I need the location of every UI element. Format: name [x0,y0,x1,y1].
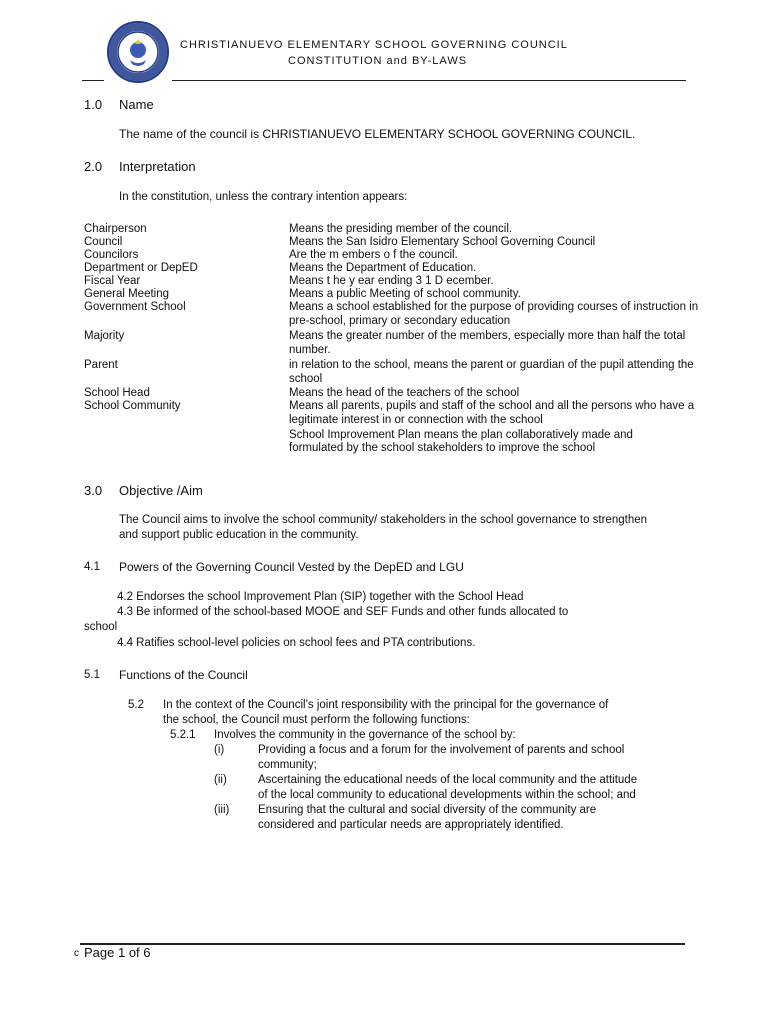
list-item-line-2: community; [258,759,317,771]
deped-seal-logo [106,20,170,84]
definition-term: General Meeting [84,288,170,300]
definition-term: Fiscal Year [84,275,141,287]
section-5-2-1-number: 5.2.1 [170,729,196,741]
section-1-number: 1.0 [84,97,103,112]
list-item-line-1: Providing a focus and a forum for the involvement of parents and school [258,744,625,756]
section-3-body-line-1: The Council aims to involve the school community/ stakeholders in the school governance to strengthen [119,514,648,526]
header-rule [172,80,686,81]
definition-term: School Community [84,400,181,412]
section-3-body-line-2: and support public education in the community. [119,529,359,541]
definition-term: Council [84,236,123,248]
section-5-2-number: 5.2 [128,699,144,711]
section-2-body: In the constitution, unless the contrary intention appears: [119,191,408,203]
section-4-1-title: Powers of the Governing Council Vested by the DepED and LGU [119,560,464,574]
section-5-2-1-text: Involves the community in the governance of the school by: [214,729,516,741]
definition-text: in relation to the school, means the parent or guardian of the pupil attending the school [289,359,694,385]
footer-page-number: Page 1 of 6 [84,945,151,960]
list-item-line-2: of the local community to educational developments within the school; and [258,789,636,801]
section-4-4-text: 4.4 Ratifies school-level policies on school fees and PTA contributions. [117,637,476,649]
section-2-title: Interpretation [119,159,196,174]
list-item-number: (iii) [214,804,230,816]
list-item-line-2: considered and particular needs are appropriately identified. [258,819,564,831]
header-rule-left [82,80,104,81]
list-item-number: (i) [214,744,225,756]
definition-term: Government School [84,301,186,313]
definition-text: Means the presiding member of the council. [289,223,513,235]
footer-mark: c [74,948,79,959]
section-4-2-text: 4.2 Endorses the school Improvement Plan (SIP) together with the School Head [117,591,524,603]
definition-term: Majority [84,330,125,342]
footer-rule [80,943,685,945]
section-2-number: 2.0 [84,159,103,174]
definition-term: Parent [84,359,118,371]
definition-text: Means the greater number of the members, especially more than half the total number. [289,330,686,356]
list-item-number: (ii) [214,774,227,786]
sip-definition-line-2: formulated by the school stakeholders to improve the school [289,442,596,454]
definition-text: Means all parents, pupils and staff of the school and all the persons who have a legitimate interest in or connection with the school [289,400,695,426]
header-doc-title: CONSTITUTION and BY-LAWS [288,55,468,67]
list-item-line-1: Ascertaining the educational needs of the local community and the attitude [258,774,638,786]
definition-text: Means the head of the teachers of the school [289,387,520,399]
section-3-title: Objective /Aim [119,483,203,498]
definition-text: Means t he y ear ending 3 1 D ecember. [289,275,494,287]
header-school-name: CHRISTIANUEVO ELEMENTARY SCHOOL GOVERNING COUNCIL [180,39,568,51]
definition-term: Chairperson [84,223,147,235]
definition-text: Are the m embers o f the council. [289,249,458,261]
section-5-1-title: Functions of the Council [119,668,248,682]
section-1-title: Name [119,97,154,112]
section-1-body: The name of the council is CHRISTIANUEVO ELEMENTARY SCHOOL GOVERNING COUNCIL. [119,127,636,141]
section-4-3-continued: school [84,621,118,633]
section-3-number: 3.0 [84,483,103,498]
section-4-1-number: 4.1 [84,561,100,573]
definition-text: Means the San Isidro Elementary School Governing Council [289,236,596,248]
definition-text: Means the Department of Education. [289,262,477,274]
definition-term: School Head [84,387,150,399]
definition-text: Means a public Meeting of school community. [289,288,521,300]
section-5-2-line-2: the school, the Council must perform the following functions: [163,714,470,726]
definition-text: Means a school established for the purpose of providing courses of instruction in pre-school, primary or secondary education [289,301,699,327]
section-4-3-text: 4.3 Be informed of the school-based MOOE and SEF Funds and other funds allocated to [117,606,569,618]
definition-term: Councilors [84,249,139,261]
list-item-line-1: Ensuring that the cultural and social diversity of the community are [258,804,597,816]
definition-term: Department or DepED [84,262,198,274]
section-5-1-number: 5.1 [84,669,100,681]
section-5-2-line-1: In the context of the Council’s joint responsibility with the principal for the governance of [163,699,609,711]
sip-definition-line-1: School Improvement Plan means the plan collaboratively made and [289,429,633,441]
